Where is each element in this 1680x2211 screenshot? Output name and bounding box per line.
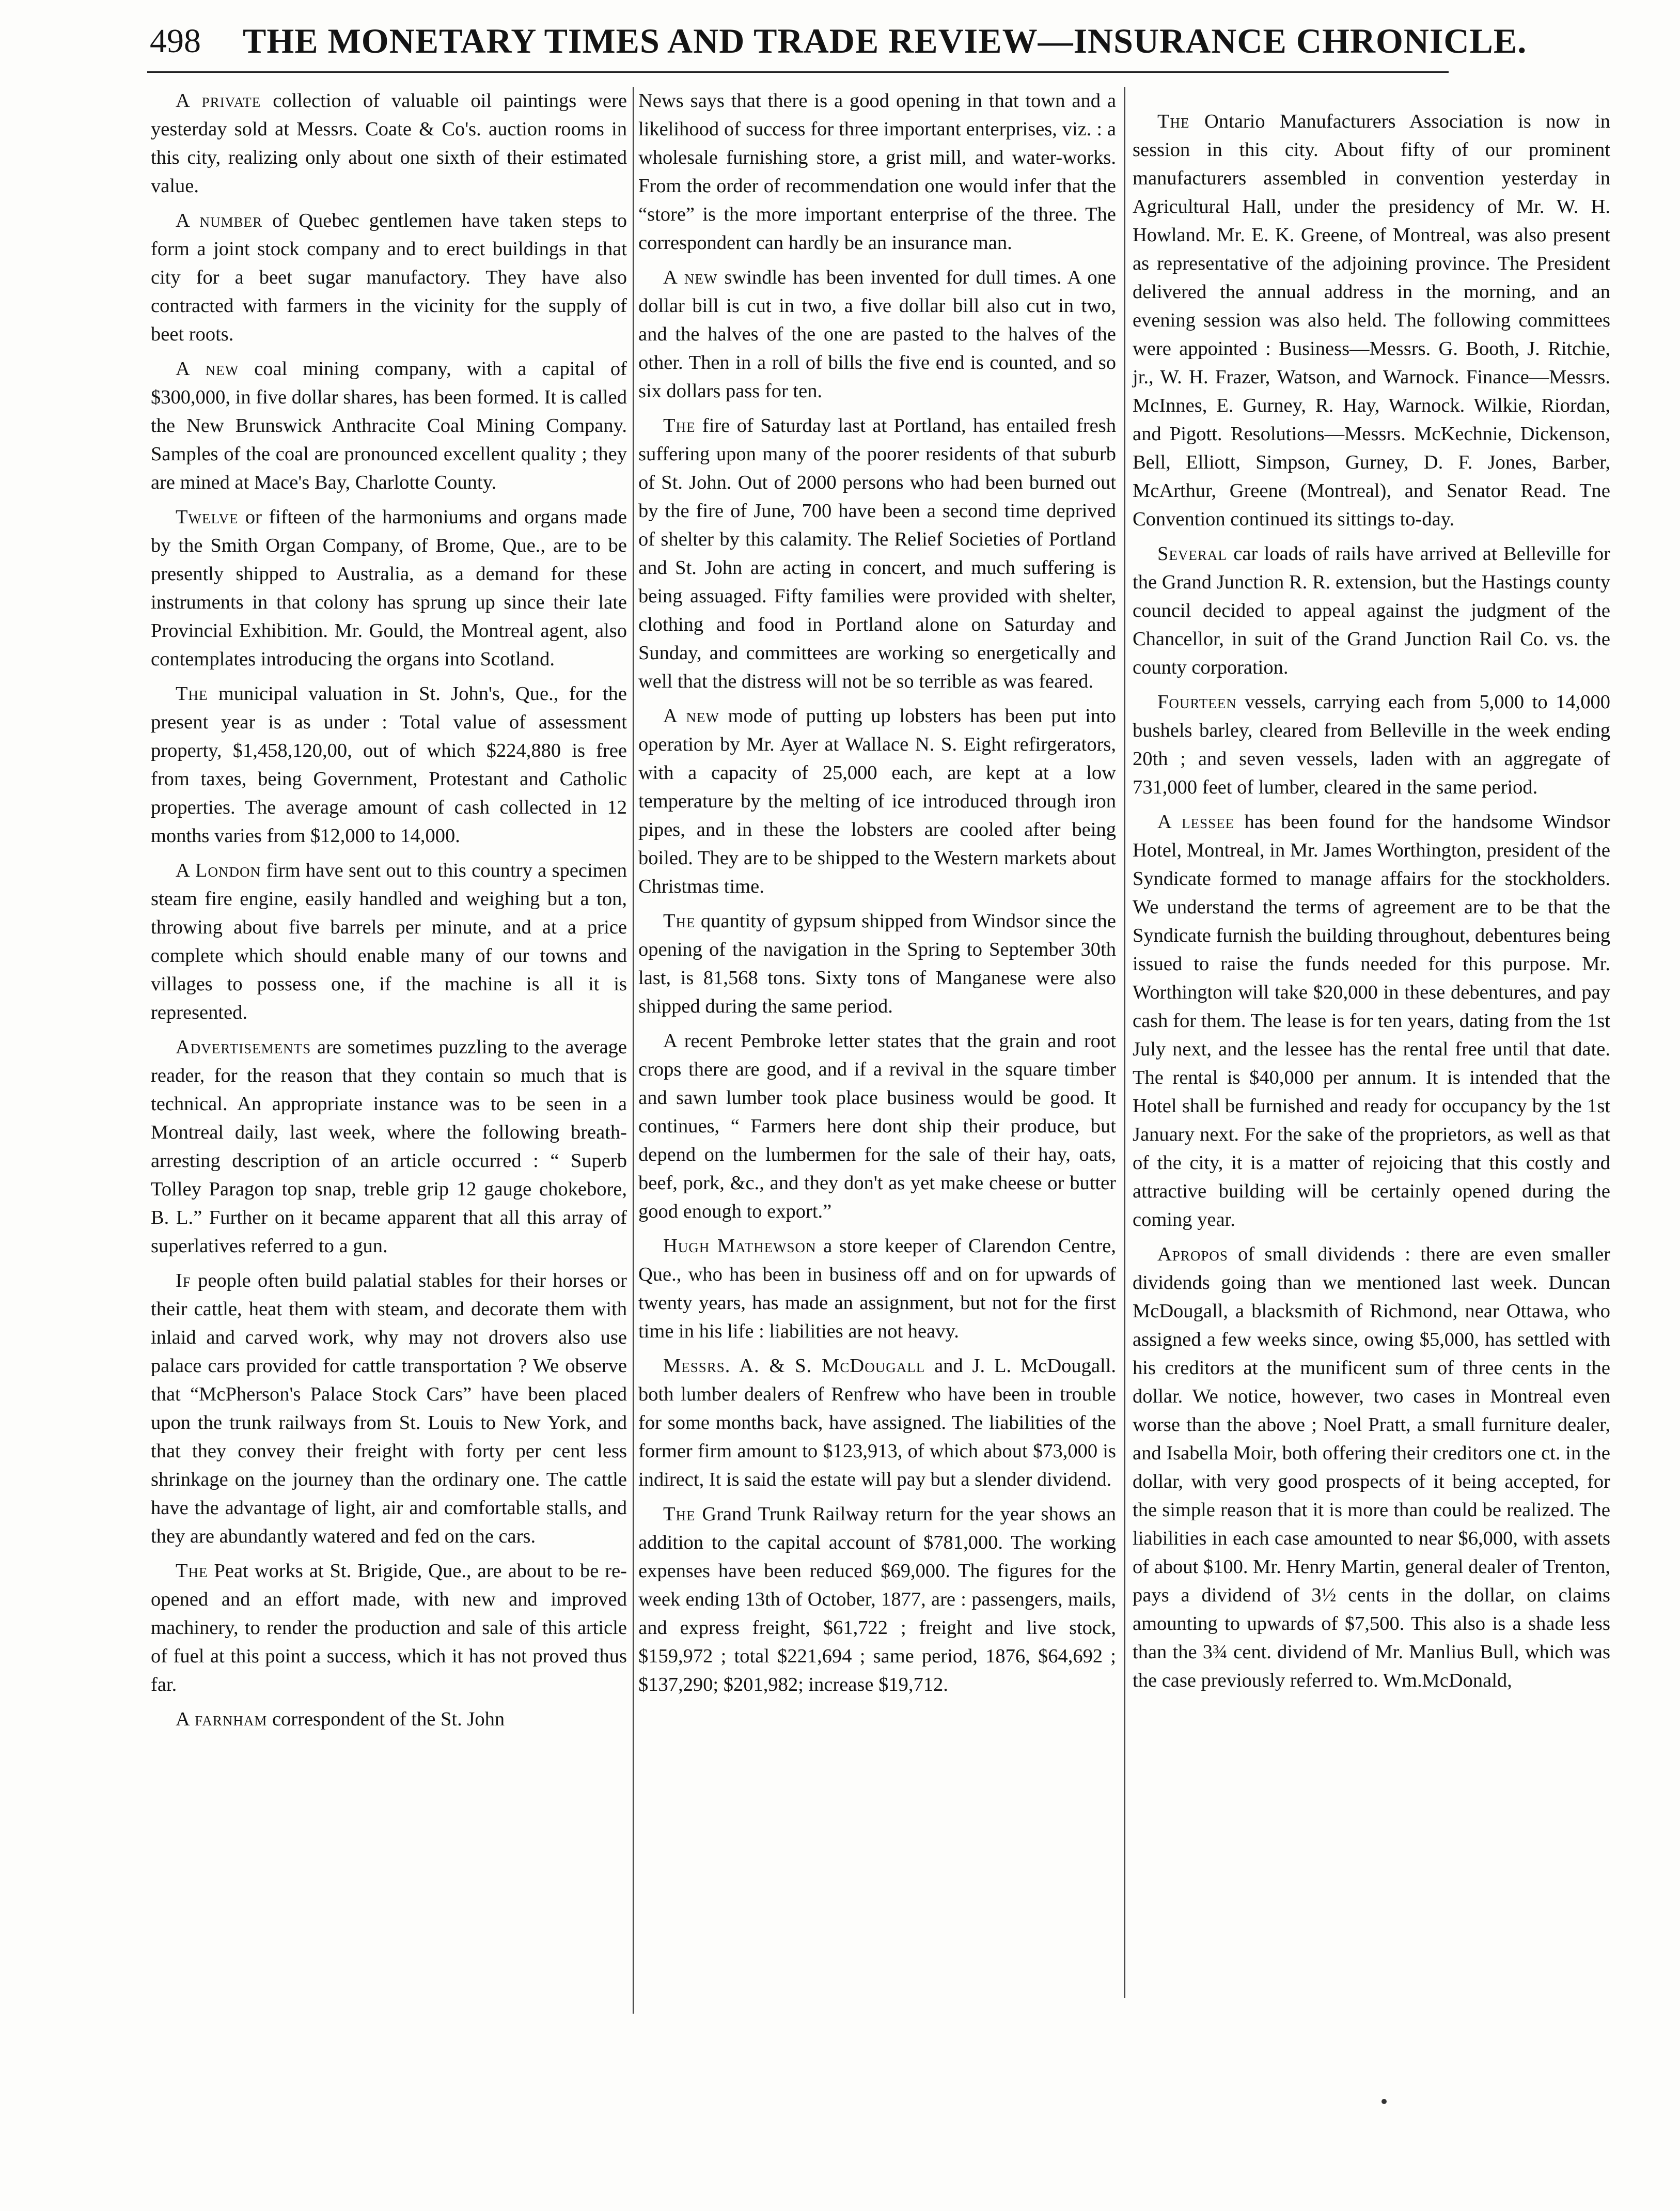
paragraph-text: firm have sent out to this country a specimen steam fire engine, easily handled and weighing but a ton, throwing about five barrels per minute, and at a price complete which should enable many of our towns and villages to possess one, if the machine is all it is represented. bbox=[151, 860, 627, 1023]
paragraph-text: A recent Pembroke letter states that the grain and root crops there are good, and if a revival in the square timber and sawn lumber took place business would be good. It continues, “ Farmers here dont ship their produce, but depend on the lumbermen for the sale of their hay, oats, beef, pork, &c., and they don't as yet make cheese or butter good enough to export.” bbox=[638, 1030, 1116, 1222]
article-paragraph bbox=[151, 1267, 627, 1551]
paragraph-text: coal mining company, with a capital of $300,000, in five dollar shares, has been formed. It is called the New Brunswick Anthracite Coal Mining Company. Samples of the coal are pronounced excellent quality ; they are mined at Mace's Bay, Charlotte County. bbox=[151, 358, 627, 493]
paragraph-lead-words: The bbox=[663, 415, 696, 437]
article-paragraph bbox=[638, 412, 1116, 696]
article-paragraph bbox=[151, 87, 627, 200]
paragraph-lead-words: Twelve bbox=[176, 506, 239, 528]
article-paragraph bbox=[638, 87, 1116, 257]
article-paragraph bbox=[1133, 540, 1610, 682]
paragraph-text: municipal valuation in St. John's, Que., for the present year is as under : Total value of assessment property, $1,458,120,00, out of which $224,880 is free from taxes, being Government, Protestant and Catholic properties. The average amount of cash collected in 12 months varies from $12,000 to 14,000. bbox=[151, 683, 627, 847]
paragraph-text: a store keeper of Clarendon Centre, Que., who has been in business off and on for upwards of twenty years, has made an assignment, but not for the first time in his life : liabilities are not heavy. bbox=[638, 1235, 1116, 1342]
article-paragraph bbox=[638, 702, 1116, 901]
stray-ink-dot bbox=[1381, 2099, 1387, 2104]
paragraph-lead-words: A farnham bbox=[176, 1708, 268, 1730]
article-paragraph bbox=[638, 263, 1116, 406]
paragraph-text: correspondent of the St. John bbox=[267, 1708, 505, 1730]
column-divider bbox=[1124, 87, 1125, 1998]
paragraph-text: mode of putting up lobsters has been put into operation by Mr. Ayer at Wallace N. S. Eight refirgerators, with a capacity of 25,000 each, are kept at a low temperature by the melting of ice introduced through iron pipes, and in these the lobsters are cooled after being boiled. They are to be shipped to the Western markets about Christmas time. bbox=[638, 705, 1116, 897]
article-paragraph bbox=[1133, 688, 1610, 802]
article-paragraph bbox=[638, 1500, 1116, 1699]
paragraph-text: Peat works at St. Brigide, Que., are about to be re-opened and an effort made, with new and improved machinery, to render the production and sale of this article of fuel at this point a success, which it has not proved thus far. bbox=[151, 1560, 627, 1695]
paragraph-lead-words: Hugh Mathewson bbox=[663, 1235, 817, 1257]
paragraph-lead-words: The bbox=[663, 910, 696, 932]
paragraph-lead-words: A new bbox=[176, 358, 239, 380]
paragraph-text: has been found for the handsome Windsor Hotel, Montreal, in Mr. James Worthington, president of the Syndicate formed to manage affairs for the stockholders. We understand the terms of agreement are to be that the Syndicate furnish the building throughout, debentures being issued to raise the funds needed for this purpose. Mr. Worthington will take $20,000 in these debentures, and pay cash for them. The lease is for ten years, dating from the 1st July next, and the lessee has the rental free until that date. The rental is $40,000 per annum. It is intended that the Hotel shall be furnished and ready for occupancy by the 1st January next. For the sake of the proprietors, as well as that of the city, it is a matter of rejoicing that this costly and attractive building will be certainly opened during the coming year. bbox=[1133, 811, 1610, 1231]
article-paragraph bbox=[638, 1027, 1116, 1226]
article-paragraph bbox=[1133, 107, 1610, 534]
paragraph-lead-words: Advertisements bbox=[176, 1036, 311, 1058]
article-paragraph bbox=[151, 355, 627, 497]
text-column-1 bbox=[151, 87, 627, 1740]
paragraph-lead-words: A number bbox=[176, 210, 263, 231]
paragraph-lead-words: Messrs. A. & S. McDougall bbox=[663, 1355, 925, 1377]
article-paragraph bbox=[151, 1557, 627, 1699]
header-rule bbox=[147, 71, 1449, 73]
paragraph-text: News says that there is a good opening in that town and a likelihood of success for three important enterprises, viz. : a wholesale furnishing store, a grist mill, and water-works. From the order of recommendation one would infer that the “store” is the more important enterprise of the three. The correspondent can hardly be an insurance man. bbox=[638, 90, 1116, 254]
article-paragraph bbox=[151, 1033, 627, 1260]
paragraph-lead-words: A London bbox=[176, 860, 261, 881]
article-paragraph bbox=[151, 857, 627, 1027]
paragraph-text: swindle has been invented for dull times. A one dollar bill is cut in two, a five dollar bill also cut in two, and the halves of the one are pasted to the halves of the other. Then in a roll of bills the five end is counted, and so six dollars pass for ten. bbox=[638, 267, 1117, 402]
text-column-2 bbox=[638, 87, 1116, 1705]
running-title: THE MONETARY TIMES AND TRADE REVIEW—INSURANCE CHRONICLE. bbox=[243, 21, 1527, 60]
paragraph-lead-words: The bbox=[176, 1560, 208, 1582]
article-paragraph bbox=[638, 1232, 1116, 1346]
article-paragraph bbox=[151, 680, 627, 850]
article-paragraph bbox=[151, 1705, 627, 1734]
text-column-3 bbox=[1133, 107, 1610, 1701]
article-paragraph bbox=[638, 907, 1116, 1021]
article-paragraph bbox=[151, 503, 627, 674]
paragraph-lead-words: The bbox=[663, 1503, 696, 1525]
paragraph-text: or fifteen of the harmoniums and organs made by the Smith Organ Company, of Brome, Que., are to be presently shipped to Australia, as a demand for these instruments in that colony has sprung up since their late Provincial Exhibition. Mr. Gould, the Montreal agent, also contemplates introducing the organs into Scotland. bbox=[151, 506, 627, 670]
paragraph-lead-words: A private bbox=[176, 90, 261, 112]
paragraph-lead-words: Several bbox=[1157, 543, 1227, 565]
paragraph-lead-words: The bbox=[176, 683, 208, 705]
paragraph-text: and J. L. McDougall. both lumber dealers of Renfrew who have been in trouble for some months back, have assigned. The liabilities of the former firm amount to $123,913, of which about $73,000 is indirect, It is said the estate will pay but a slender dividend. bbox=[638, 1355, 1116, 1490]
paragraph-lead-words: A new bbox=[663, 267, 718, 288]
paragraph-text: Grand Trunk Railway return for the year shows an addition to the capital account of $781,000. The working expenses have been reduced $69,000. The figures for the week ending 13th of October, 1877, are : passengers, mails, and express freight, $61,722 ; freight and live stock, $159,972 ; total $221,694 ; same period, 1876, $64,692 ; $137,290; $201,982; increase $19,712. bbox=[638, 1503, 1116, 1695]
paragraph-text: vessels, carrying each from 5,000 to 14,000 bushels barley, cleared from Belleville in the week ending 20th ; and seven vessels, laden with an aggregate of 731,000 feet of lumber, cleared in the same period. bbox=[1133, 691, 1610, 798]
paragraph-text: are sometimes puzzling to the average reader, for the reason that they contain so much that is technical. An appropriate instance was to be seen in a Montreal daily, last week, where the following breath-arresting description of an article occurred : “ Superb Tolley Paragon top snap, treble grip 12 gauge chokebore, B. L.” Further on it became apparent that all this array of superlatives referred to a gun. bbox=[151, 1036, 627, 1257]
paragraph-text: quantity of gypsum shipped from Windsor since the opening of the navigation in the Spring to September 30th last, is 81,568 tons. Sixty tons of Manganese were also shipped during the same period. bbox=[638, 910, 1116, 1017]
paragraph-text: of small dividends : there are even smaller dividends going than we mentioned last week. Duncan McDougall, a blacksmith of Richmond, near Ottawa, who assigned a few weeks since, owing $5,000, has settled with his creditors at the munificent sum of three cents in the dollar. We notice, however, two cases in Montreal even worse than the above ; Noel Pratt, a small furniture dealer, and Isabella Moir, both offering their creditors one ct. in the dollar, with very good prospects of it being accepted, for the simple reason that it is more than could be realized. The liabilities in each case amounted to near $6,000, with assets of about $100. Mr. Henry Martin, general dealer of Trenton, pays a dividend of 3½ cents in the dollar, on claims amounting to upwards of $7,500. This also is a shade less than the 3¾ cent. dividend of Mr. Manlius Bull, which was the case previously referred to. Wm.McDonald, bbox=[1133, 1243, 1610, 1691]
article-paragraph bbox=[1133, 808, 1610, 1234]
paragraph-text: people often build palatial stables for their horses or their cattle, heat them with steam, and decorate them with inlaid and carved work, why may not drovers also use palace cars provided for cattle transportation ? We observe that “McPherson's Palace Stock Cars” have been placed upon the trunk railways from St. Louis to New York, and that they convey their freight with forty per cent less shrinkage on the journey than the ordinary one. The cattle have the advantage of light, air and comfortable stalls, and they are abundantly watered and fed on the cars. bbox=[151, 1270, 627, 1547]
paragraph-lead-words: Fourteen bbox=[1157, 691, 1237, 713]
page-number: 498 bbox=[150, 22, 201, 60]
paragraph-lead-words: A lessee bbox=[1157, 811, 1235, 833]
paragraph-text: collection of valuable oil paintings were yesterday sold at Messrs. Coate & Co's. auction rooms in this city, realizing only about one sixth of their estimated value. bbox=[151, 90, 627, 197]
paragraph-text: fire of Saturday last at Portland, has entailed fresh suffering upon many of the poorer residents of that suburb of St. John. Out of 2000 persons who had been burned out by the fire of June, 700 have been a second time deprived of shelter by this calamity. The Relief Societies of Portland and St. John are acting in concert, and much suffering is being assuaged. Fifty families were provided with shelter, clothing and food in Portland alone on Saturday and Sunday, and committees are working so energetically and well that the distress will not be so terrible as was feared. bbox=[638, 415, 1116, 692]
article-paragraph bbox=[151, 207, 627, 349]
paragraph-lead-words: A new bbox=[663, 705, 719, 727]
paragraph-text: car loads of rails have arrived at Belleville for the Grand Junction R. R. extension, but the Hastings county council decided to appeal against the judgment of the Chancellor, in suit of the Grand Junction Rail Co. vs. the county corporation. bbox=[1133, 543, 1610, 678]
paragraph-text: of Quebec gentlemen have taken steps to form a joint stock company and to erect buildings in that city for a beet sugar manufactory. They have also contracted with farmers in the vicinity for the supply of beet roots. bbox=[151, 210, 627, 345]
page-header bbox=[0, 11, 1680, 73]
article-paragraph bbox=[638, 1352, 1116, 1494]
paragraph-text: Ontario Manufacturers Association is now in session in this city. About fifty of our prominent manufacturers assembled in convention yesterday in Agricultural Hall, under the presidency of Mr. W. H. Howland. Mr. E. K. Greene, of Montreal, was also present as representative of the adjoining province. The President delivered the annual address in the morning, and an evening session was also held. The following committees were appointed : Business—Messrs. G. Booth, J. Ritchie, jr., W. H. Frazer, Watson, and Warnock. Finance—Messrs. McInnes, E. Gurney, R. Hay, Warnock. Wilkie, Riordan, and Pigott. Resolutions—Messrs. McKechnie, Dickenson, Bell, Elliott, Simpson, Gurney, D. F. Jones, Barber, McArthur, Greene (Montreal), and Senator Read. Tne Convention continued its sittings to-day. bbox=[1133, 111, 1610, 530]
article-paragraph bbox=[1133, 1240, 1610, 1695]
column-divider bbox=[633, 87, 634, 2014]
paragraph-lead-words: Apropos bbox=[1157, 1243, 1228, 1265]
paragraph-lead-words: If bbox=[176, 1270, 191, 1291]
paragraph-lead-words: The bbox=[1157, 111, 1190, 132]
